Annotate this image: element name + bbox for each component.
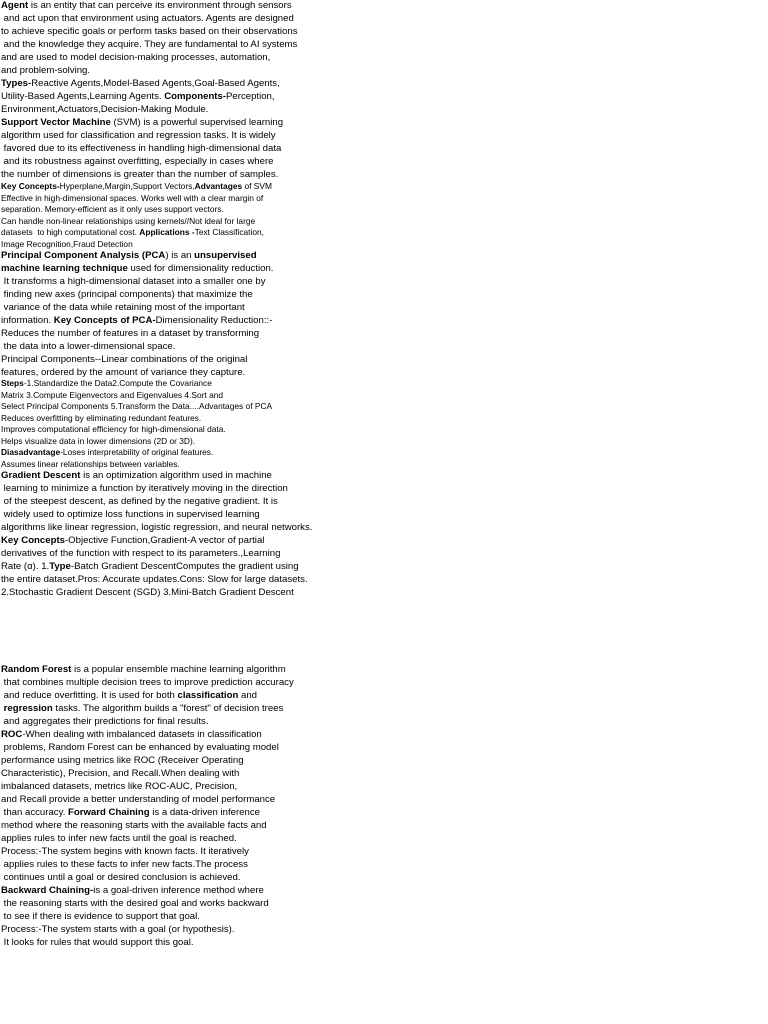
- pca-line-13: Select Principal Components 5.Transform the Data....Advantages of PCA: [1, 401, 273, 411]
- gd-line-5: algorithms like linear regression, logistic regression, and neural networks.: [1, 522, 313, 533]
- bc-line-3: to see if there is evidence to support that goal.: [1, 911, 200, 922]
- roc-line-5: imbalanced datasets, metrics like ROC-AUC, Precision,: [1, 781, 238, 792]
- gd-line-7: derivatives of the function with respect to its parameters.,Learning: [1, 548, 281, 559]
- agent-types-line: Types-Reactive Agents,Model-Based Agents,Goal-Based Agents,: [1, 78, 280, 89]
- gd-line-1: Gradient Descent is an optimization algorithm used in machine: [1, 470, 272, 481]
- pca-line-18: Assumes linear relationships between variables.: [1, 458, 180, 469]
- gd-line-2: learning to minimize a function by iteratively moving in the direction: [1, 483, 288, 494]
- pca-line-4: finding new axes (principal components) that maximize the: [1, 289, 253, 300]
- gd-key-concepts-line: Key Concepts-Objective Function,Gradient-A vector of partial: [1, 535, 265, 546]
- agent-line-9: Environment,Actuators,Decision-Making Module.: [1, 104, 209, 115]
- bc-line-5: It looks for rules that would support this goal.: [1, 937, 194, 948]
- gd-line-4: widely used to optimize loss functions in supervised learning: [1, 509, 260, 520]
- roc-line-1: ROC-When dealing with imbalanced datasets in classification: [1, 729, 262, 740]
- svm-line-2: algorithm used for classification and regression tasks. It is widely: [1, 130, 276, 141]
- pca-line-9: Principal Components--Linear combinations of the original: [1, 354, 248, 365]
- svm-line-4: and its robustness against overfitting, especially in cases where: [1, 156, 274, 167]
- roc-line-6: and Recall provide a better understanding of model performance: [1, 794, 276, 805]
- rf-line-5: and aggregates their predictions for final results.: [1, 716, 209, 727]
- svm-line-11: Image Recognition,Fraud Detection: [1, 238, 133, 249]
- roc-line-9: applies rules to infer new facts until the goal is reached.: [1, 833, 237, 844]
- agent-line-1: Agent is an entity that can perceive its environment through sensors: [1, 0, 292, 11]
- pca-line-5: variance of the data while retaining most of the important: [1, 302, 245, 313]
- svm-line-9: Can handle non-linear relationships using kernels//Not ideal for large: [1, 215, 256, 226]
- bc-line-2: the reasoning starts with the desired goal and works backward: [1, 898, 269, 909]
- pca-disadvantage-line: Diasadvantage-Loses interpretability of original features.: [1, 447, 214, 457]
- pca-line-16: Helps visualize data in lower dimensions (2D or 3D).: [1, 435, 196, 446]
- pca-key-concepts-line: information. Key Concepts of PCA-Dimensionality Reduction::-: [1, 315, 273, 326]
- agent-line-6: and problem-solving.: [1, 65, 91, 76]
- gd-line-3: of the steepest descent, as defined by the negative gradient. It is: [1, 496, 278, 507]
- bc-line-4: Process:-The system starts with a goal (or hypothesis).: [1, 924, 235, 935]
- svm-line-5: the number of dimensions is greater than the number of samples.: [1, 169, 279, 180]
- rf-line-1: Random Forest is a popular ensemble machine learning algorithm: [1, 664, 286, 675]
- forward-chaining-line: than accuracy. Forward Chaining is a data-driven inference: [1, 807, 260, 818]
- rf-line-3: and reduce overfitting. It is used for both classification and: [1, 690, 258, 701]
- roc-line-3: performance using metrics like ROC (Receiver Operating: [1, 755, 244, 766]
- svm-line-1: Support Vector Machine (SVM) is a powerful supervised learning: [1, 117, 284, 128]
- svm-key-concepts-line: Key Concepts-Hyperplane,Margin,Support Vectors,Advantages of SVM: [1, 181, 272, 191]
- pca-line-8: the data into a lower-dimensional space.: [1, 341, 176, 352]
- pca-line-10: features, ordered by the amount of variance they capture.: [1, 367, 246, 378]
- agent-line-4: and the knowledge they acquire. They are fundamental to AI systems: [1, 39, 298, 50]
- backward-chaining-line: Backward Chaining-is a goal-driven inference method where: [1, 885, 264, 896]
- agent-line-3: to achieve specific goals or perform tasks based on their observations: [1, 26, 298, 37]
- svm-line-8: separation. Memory-efficient as it only uses support vectors.: [1, 204, 224, 214]
- agent-line-5: and are used to model decision-making processes, automation,: [1, 52, 271, 63]
- roc-line-4: Characteristic), Precision, and Recall.When dealing with: [1, 768, 240, 779]
- svm-line-7: Effective in high-dimensional spaces. Works well with a clear margin of: [1, 192, 264, 203]
- pca-line-1: Principal Component Analysis (PCA) is an unsupervised: [1, 250, 257, 261]
- svm-applications-line: datasets to high computational cost. Applications -Text Classification,: [1, 227, 265, 237]
- svm-line-3: favored due to its effectiveness in handling high-dimensional data: [1, 143, 282, 154]
- gd-line-10: 2.Stochastic Gradient Descent (SGD) 3.Mini-Batch Gradient Descent: [1, 587, 294, 598]
- pca-line-3: It transforms a high-dimensional dataset into a smaller one by: [1, 276, 266, 287]
- rf-line-4: regression tasks. The algorithm builds a "forest" of decision trees: [3, 703, 284, 714]
- agent-components-line: Utility-Based Agents,Learning Agents. Components-Perception,: [1, 91, 275, 102]
- agent-line-2: and act upon that environment using actuators. Agents are designed: [1, 13, 294, 24]
- gd-type-line: Rate (α). 1.Type-Batch Gradient DescentComputes the gradient using: [1, 561, 299, 572]
- roc-line-8: method where the reasoning starts with the available facts and: [1, 820, 267, 831]
- gd-line-9: the entire dataset.Pros: Accurate updates.Cons: Slow for large datasets.: [1, 574, 308, 585]
- rf-line-2: that combines multiple decision trees to improve prediction accuracy: [1, 677, 294, 688]
- pca-steps-line: Steps-1.Standardize the Data2.Compute the Covariance: [1, 378, 212, 388]
- roc-line-12: continues until a goal or desired conclusion is achieved.: [1, 872, 241, 883]
- roc-line-10: Process:-The system begins with known facts. It iteratively: [1, 846, 249, 857]
- pca-line-15: Improves computational efficiency for high-dimensional data.: [1, 424, 226, 434]
- pca-line-14: Reduces overfitting by eliminating redundant features.: [1, 412, 202, 423]
- roc-line-11: applies rules to these facts to infer new facts.The process: [1, 859, 248, 870]
- pca-line-7: Reduces the number of features in a dataset by transforming: [1, 328, 260, 339]
- roc-line-2: problems, Random Forest can be enhanced by evaluating model: [1, 742, 279, 753]
- pca-line-2: machine learning technique used for dimensionality reduction.: [1, 263, 274, 274]
- pca-line-12: Matrix 3.Compute Eigenvectors and Eigenvalues 4.Sort and: [1, 389, 224, 400]
